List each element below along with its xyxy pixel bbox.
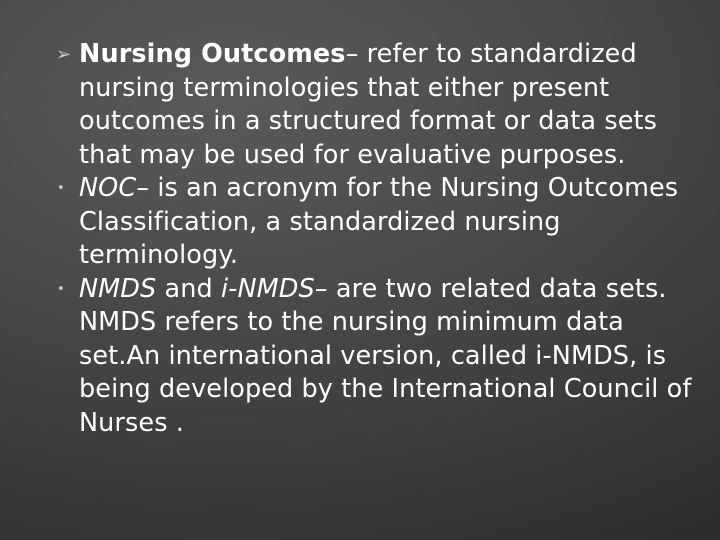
bullet-item-noc [57,172,699,273]
term-nmds: NMDS [79,273,157,304]
bullet-list [56,38,699,440]
definition-noc: – is an acronym for the Nursing Outcomes Classification, a standardized nursing terminology. [79,173,679,270]
connector-and: and [156,273,221,304]
arrow-bullet-icon: ➢ [56,44,72,65]
dot-bullet-icon: • [57,181,65,196]
bullet-item-nursing-outcomes [56,38,699,172]
term-i-nmds: i-NMDS [221,273,315,304]
term-nursing-outcomes: Nursing Outcomes [79,39,346,69]
dot-bullet-icon: • [57,281,65,297]
bullet-item-nmds [57,273,699,441]
definition-nursing-outcomes: – refer to standardized nursing terminologies that either present outcomes in a structured format or data sets that may be used for evaluative purposes. [79,39,657,170]
definition-nmds: – are two related data sets. NMDS refers to the nursing minimum data set.An international version, called i-NMDS, is being developed by the International Council of Nurses . [79,273,692,438]
term-noc: NOC [79,173,137,203]
